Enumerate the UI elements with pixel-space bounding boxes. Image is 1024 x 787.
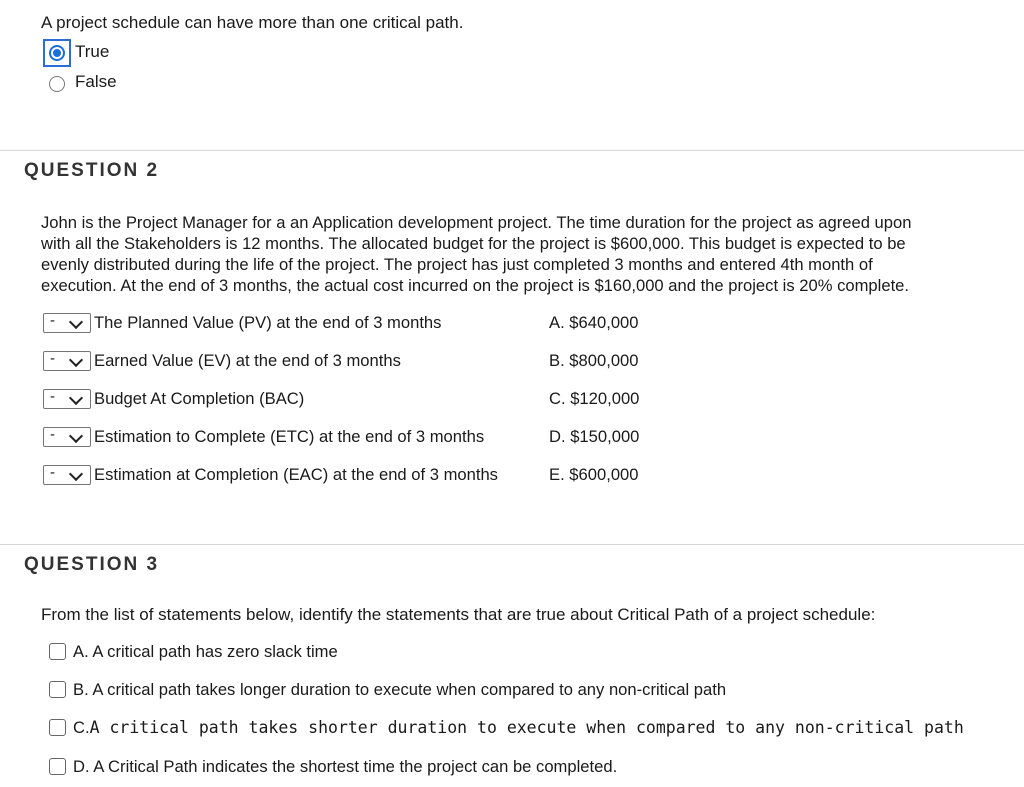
- checkbox-c[interactable]: [49, 719, 66, 736]
- question2-heading: QUESTION 2: [24, 160, 160, 181]
- match-select-5[interactable]: [43, 465, 91, 485]
- chevron-down-icon: [69, 391, 83, 405]
- select-value: -: [50, 464, 55, 481]
- match-select-1[interactable]: [43, 313, 91, 333]
- chevron-down-icon: [69, 353, 83, 367]
- match-prompt-4: Estimation to Complete (ETC) at the end of 3 months: [94, 427, 485, 446]
- radio-false-label[interactable]: False: [75, 72, 117, 91]
- checkbox-b[interactable]: [49, 681, 66, 698]
- match-prompt-3: Budget At Completion (BAC): [94, 389, 305, 408]
- chevron-down-icon: [69, 467, 83, 481]
- match-answer-d: D. $150,000: [549, 427, 640, 446]
- match-prompt-2: Earned Value (EV) at the end of 3 months: [94, 351, 401, 370]
- question3-heading: QUESTION 3: [24, 554, 160, 575]
- chevron-down-icon: [69, 315, 83, 329]
- checkbox-c-label[interactable]: C.A critical path takes shorter duration to execute when compared to any non-critical path: [73, 718, 964, 737]
- match-prompt-1: The Planned Value (PV) at the end of 3 months: [94, 313, 442, 332]
- checkbox-d-label[interactable]: D. A Critical Path indicates the shortest time the project can be completed.: [73, 757, 618, 776]
- checkbox-b-label[interactable]: B. A critical path takes longer duration to execute when compared to any non-critical path: [73, 680, 727, 699]
- paragraph-line: evenly distributed during the life of the project. The project has just completed 3 months and entered 4th month of: [41, 255, 873, 274]
- paragraph-line: execution. At the end of 3 months, the actual cost incurred on the project is $160,000 and the project is 20% complete.: [41, 276, 910, 295]
- match-answer-e: E. $600,000: [549, 465, 639, 484]
- match-select-3[interactable]: [43, 389, 91, 409]
- radio-false[interactable]: [49, 76, 65, 92]
- chevron-down-icon: [69, 429, 83, 443]
- separator: [0, 150, 1024, 151]
- radio-true[interactable]: [49, 45, 65, 61]
- match-select-4[interactable]: [43, 427, 91, 447]
- radio-true-label[interactable]: True: [75, 42, 110, 61]
- question1-text: A project schedule can have more than one critical path.: [41, 13, 464, 32]
- match-prompt-5: Estimation at Completion (EAC) at the end of 3 months: [94, 465, 498, 484]
- match-answer-c: C. $120,000: [549, 389, 640, 408]
- select-value: -: [50, 350, 55, 367]
- checkbox-a-label[interactable]: A. A critical path has zero slack time: [73, 642, 338, 661]
- match-select-2[interactable]: [43, 351, 91, 371]
- paragraph-line: John is the Project Manager for a an Application development project. The time duration for the project as agreed upon: [41, 213, 912, 232]
- checkbox-d[interactable]: [49, 758, 66, 775]
- match-answer-b: B. $800,000: [549, 351, 639, 370]
- select-value: -: [50, 426, 55, 443]
- select-value: -: [50, 388, 55, 405]
- match-answer-a: A. $640,000: [549, 313, 639, 332]
- question3-text: From the list of statements below, identify the statements that are true about Critical Path of a project schedule:: [41, 605, 876, 624]
- separator: [0, 544, 1024, 545]
- question2-paragraph: [41, 212, 1021, 296]
- paragraph-line: with all the Stakeholders is 12 months. The allocated budget for the project is $600,000. This budget is expected to be: [41, 234, 906, 253]
- checkbox-a[interactable]: [49, 643, 66, 660]
- select-value: -: [50, 312, 55, 329]
